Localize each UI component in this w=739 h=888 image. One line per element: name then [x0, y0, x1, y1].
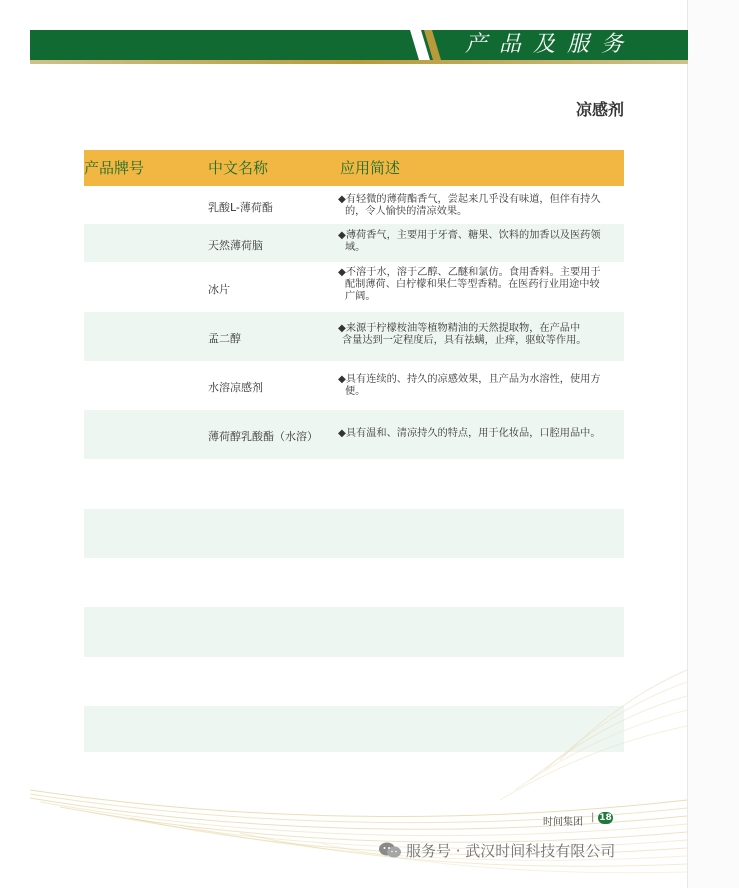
table-row — [84, 361, 624, 410]
footer-separator: | — [591, 812, 595, 823]
column-header-description: 应用简述 — [340, 159, 401, 177]
empty-table-row — [84, 558, 624, 607]
table-row — [84, 410, 624, 459]
empty-table-row — [84, 509, 624, 558]
empty-table-row — [84, 459, 624, 509]
page-number-badge: 18 — [599, 813, 612, 823]
footer-company: 时间集团 — [543, 817, 583, 828]
table-row — [84, 186, 624, 224]
description-line: ◆来源于柠檬桉油等植物精油的天然提取物，在产品中 — [338, 323, 581, 334]
description-line: ◆有轻微的薄荷酯香气，尝起来几乎没有味道，但伴有持久 — [338, 194, 601, 205]
description-line: 便。 — [345, 386, 366, 397]
description-line: ◆不溶于水，溶于乙醇、乙醚和氯仿。食用香料。主要用于 — [338, 267, 601, 278]
description-line: 配制薄荷、白柠檬和果仁等型香精。在医药行业用途中较 — [345, 279, 600, 290]
table-row — [84, 224, 624, 262]
product-name: 薄荷醇乳酸酯（水溶） — [208, 430, 318, 443]
product-description — [338, 230, 624, 254]
product-name: 乳酸L-薄荷酯 — [208, 201, 273, 214]
product-description — [338, 374, 624, 398]
column-header-name: 中文名称 — [208, 159, 269, 177]
product-name: 天然薄荷脑 — [208, 239, 263, 252]
table-header — [84, 150, 624, 186]
wechat-icon — [378, 841, 402, 859]
product-description — [338, 428, 624, 440]
description-line: 含量达到一定程度后，具有祛螨，止痒，驱蚊等作用。 — [342, 335, 587, 346]
page-header-title: 产品及服务 — [465, 32, 636, 57]
product-name: 水溶凉感剂 — [208, 381, 263, 394]
header-gold-line — [30, 60, 688, 64]
watermark-text: 服务号 · 武汉时间科技有限公司 — [406, 841, 616, 860]
table-row — [84, 262, 624, 312]
description-line: 的，令人愉快的清凉效果。 — [345, 206, 468, 217]
product-description — [338, 267, 624, 303]
description-line: 域。 — [345, 242, 366, 253]
product-name: 孟二醇 — [208, 332, 241, 345]
column-header-brand: 产品牌号 — [84, 159, 145, 177]
description-line: ◆具有连续的、持久的凉感效果，且产品为水溶性，使用方 — [338, 374, 601, 385]
table-row — [84, 312, 624, 361]
product-name: 冰片 — [208, 283, 230, 296]
decorative-swoosh — [0, 640, 739, 888]
description-line: 广阔。 — [345, 291, 376, 302]
watermark — [378, 840, 615, 860]
section-title: 凉感剂 — [575, 100, 624, 119]
description-line: ◆薄荷香气，主要用于牙膏、糖果、饮料的加香以及医药领 — [338, 230, 601, 241]
product-description — [338, 194, 624, 218]
product-description — [338, 323, 624, 347]
description-line: ◆具有温和、清凉持久的特点，用于化妆品，口腔用品中。 — [338, 428, 601, 439]
